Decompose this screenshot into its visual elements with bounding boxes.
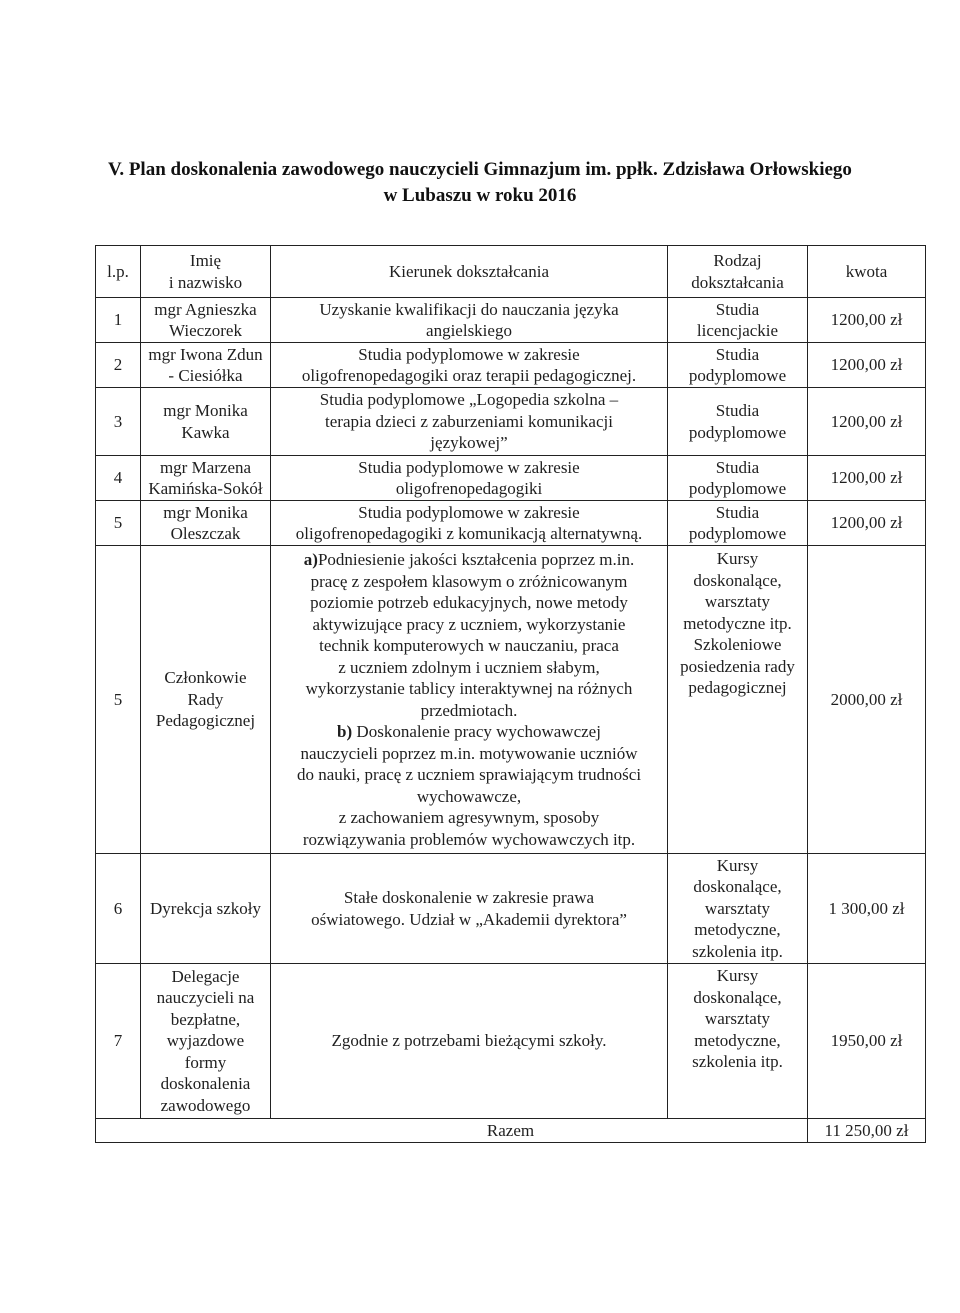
table-row: [96, 546, 926, 854]
row-type: Kursy doskonalące, warsztaty metodyczne itp. Szkoleniowe posiedzenia rady pedagogicznej: [668, 546, 808, 854]
row-amount: 2000,00 zł: [808, 546, 926, 854]
row-lp: 4: [96, 456, 141, 501]
table-row: [96, 854, 926, 964]
table-row: [96, 388, 926, 456]
document-title: [60, 157, 900, 209]
row-amount: 1200,00 zł: [808, 343, 926, 388]
title-line-2: w Lubaszu w roku 2016: [383, 185, 577, 206]
row-amount: 1200,00 zł: [808, 388, 926, 456]
header-row: [96, 246, 926, 298]
row-name: Dyrekcja szkoły: [141, 854, 271, 964]
row-lp: 7: [96, 964, 141, 1119]
row-direction: Studia podyplomowe „Logopedia szkolna – terapia dzieci z zaburzeniami komunikacji językowej”: [271, 388, 668, 456]
total-amount: 11 250,00 zł: [808, 1119, 926, 1143]
row-direction: Studia podyplomowe w zakresie oligofrenopedagogiki z komunikacją alternatywną.: [271, 501, 668, 546]
row-type: Studia podyplomowe: [668, 343, 808, 388]
direction-a-line: a)Podniesienie jakości kształcenia poprzez m.in.: [303, 550, 635, 569]
table-row: [96, 501, 926, 546]
row-lp: 3: [96, 388, 141, 456]
total-row: [96, 1119, 926, 1143]
row-type: Studia licencjackie: [668, 298, 808, 343]
row-direction: a)Podniesienie jakości kształcenia poprzez m.in. pracę z zespołem klasowym o zróżnicowanym poziomie potrzeb edukacyjnych, nowe metody aktywizujące pracy z uczniem, wykorzystanie technik komputerowych w nauczaniu, praca z uczniem zdolnym i uczniem słabym, wykorzystanie tablicy interaktywnej na różnych przedmiotach. b) Doskonalenie pracy wychowawczej nauczycieli poprzez m.in. motywowanie uczniów do nauki, pracę z uczniem sprawiającym trudności wychowawcze, z zachowaniem agresywnym, sposoby rozwiązywania problemów wychowawczych itp.: [271, 546, 668, 854]
title-line-1: V. Plan doskonalenia zawodowego nauczycieli Gimnazjum im. ppłk. Zdzisława Orłowskiego: [108, 159, 852, 180]
row-direction: Zgodnie z potrzebami bieżącymi szkoły.: [271, 964, 668, 1119]
row-direction: Studia podyplomowe w zakresie oligofrenopedagogiki oraz terapii pedagogicznej.: [271, 343, 668, 388]
row-lp: 1: [96, 298, 141, 343]
row-name: mgr Monika Oleszczak: [141, 501, 271, 546]
row-type: Studia podyplomowe: [668, 501, 808, 546]
row-name: mgr Iwona Zdun - Ciesiółka: [141, 343, 271, 388]
header-type: Rodzaj dokształcania: [668, 246, 808, 298]
row-name: mgr Monika Kawka: [141, 388, 271, 456]
row-name: Delegacje nauczycieli na bezpłatne, wyjazdowe formy doskonalenia zawodowego: [141, 964, 271, 1119]
header-direction: Kierunek dokształcania: [271, 246, 668, 298]
table-row: [96, 456, 926, 501]
row-type: Studia podyplomowe: [668, 388, 808, 456]
row-type: Kursy doskonalące, warsztaty metodyczne, szkolenia itp.: [668, 964, 808, 1119]
row-direction: Stałe doskonalenie w zakresie prawa oświatowego. Udział w „Akademii dyrektora”: [271, 854, 668, 964]
row-direction: Studia podyplomowe w zakresie oligofrenopedagogiki: [271, 456, 668, 501]
row-lp: 5: [96, 546, 141, 854]
table-row: [96, 298, 926, 343]
row-name: mgr Marzena Kamińska-Sokół: [141, 456, 271, 501]
row-amount: 1950,00 zł: [808, 964, 926, 1119]
row-type: Kursy doskonalące, warsztaty metodyczne, szkolenia itp.: [668, 854, 808, 964]
row-lp: 6: [96, 854, 141, 964]
row-amount: 1 300,00 zł: [808, 854, 926, 964]
row-amount: 1200,00 zł: [808, 501, 926, 546]
header-amount: kwota: [808, 246, 926, 298]
table-row: [96, 964, 926, 1119]
training-plan-table: [95, 245, 926, 1143]
header-name: Imię i nazwisko: [141, 246, 271, 298]
row-lp: 2: [96, 343, 141, 388]
row-name: Członkowie Rady Pedagogicznej: [141, 546, 271, 854]
row-name: mgr Agnieszka Wieczorek: [141, 298, 271, 343]
row-type: Studia podyplomowe: [668, 456, 808, 501]
direction-b-line: b) Doskonalenie pracy wychowawczej: [337, 722, 601, 741]
row-amount: 1200,00 zł: [808, 456, 926, 501]
total-label: Razem: [96, 1119, 808, 1143]
row-amount: 1200,00 zł: [808, 298, 926, 343]
row-lp: 5: [96, 501, 141, 546]
header-lp: l.p.: [96, 246, 141, 298]
row-direction: Uzyskanie kwalifikacji do nauczania języka angielskiego: [271, 298, 668, 343]
table-row: [96, 343, 926, 388]
